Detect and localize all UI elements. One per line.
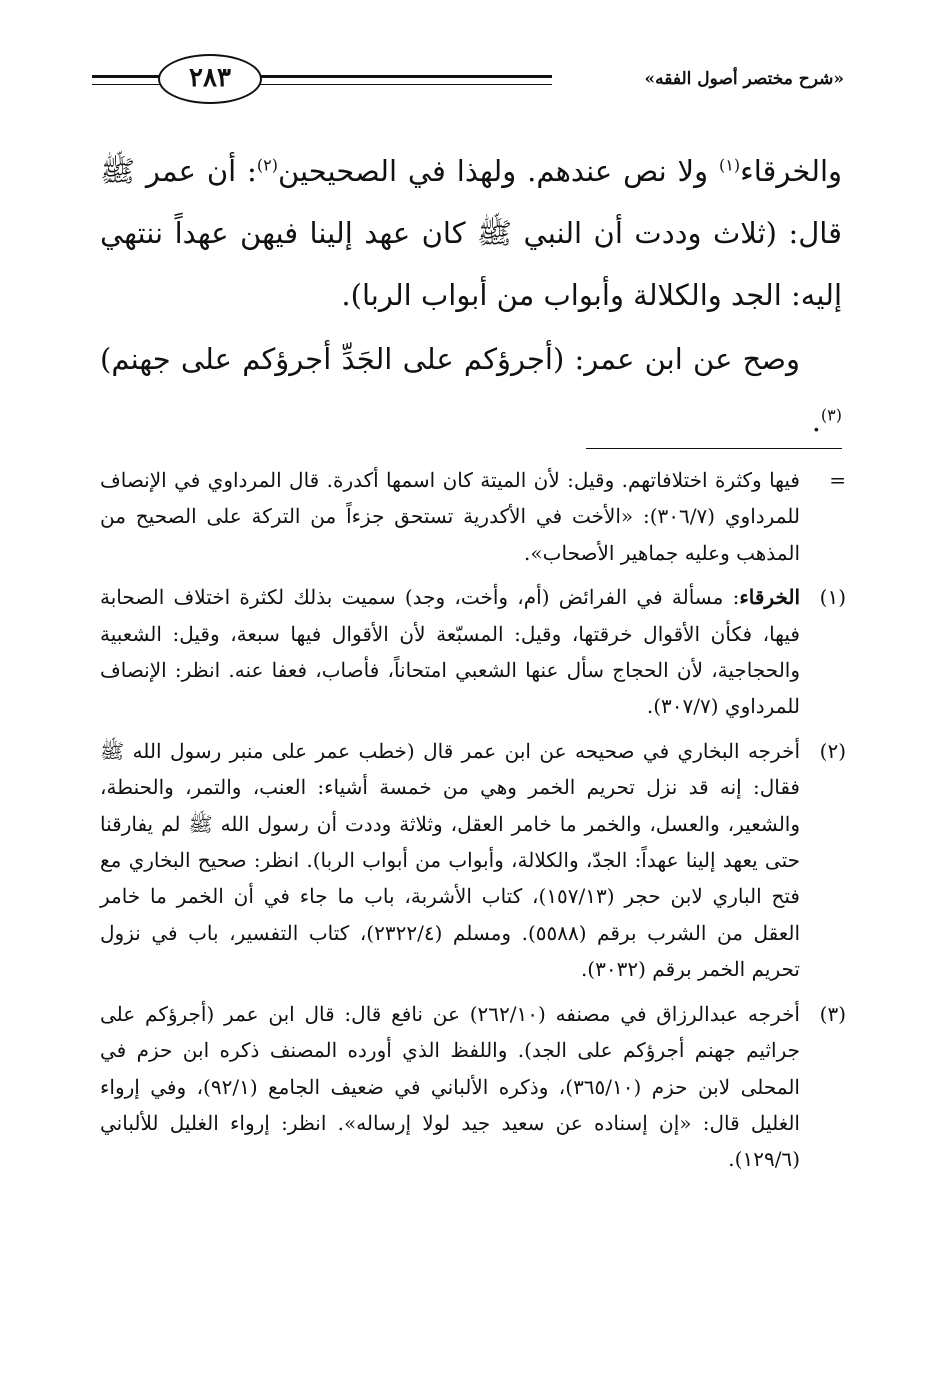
footnote-separator — [586, 448, 842, 449]
paragraph-text: . — [811, 404, 821, 438]
footnote-ref-2: (٢) — [256, 155, 278, 175]
paragraph-text: : أن عمر ﷺ قال: (ثلاث وددت أن النبي ﷺ كان عهد إلينا فيهن عهداً ننتهي إليه: الجد والكلالة وأبواب من أبواب الربا). — [100, 154, 842, 312]
footnote-ref-3: (٣) — [820, 405, 842, 425]
main-text — [100, 140, 842, 452]
footnote-ref-1: (١) — [718, 155, 741, 175]
page-number: ٢٨٣ — [158, 54, 262, 104]
book-title: «شرح مختصر أصول الفقه» — [644, 69, 844, 89]
paragraph-text: وصح عن ابن عمر: (أجرؤكم على الجَدِّ أجرؤكم على جهنم) — [100, 342, 800, 376]
footnote-marker: (٢) — [819, 738, 846, 763]
footnote-marker: = — [829, 468, 846, 492]
footnotes — [100, 462, 846, 1178]
footnote-marker: (١) — [819, 585, 846, 610]
footnote-continuation — [100, 462, 846, 571]
main-paragraph-1 — [100, 140, 842, 326]
footnote-2 — [100, 733, 846, 988]
footnote-term: الخرقاء — [739, 585, 800, 610]
page-header — [92, 48, 844, 110]
footnote-text: : مسألة في الفرائض (أم، وأخت، وجد) سميت بذلك لكثرة اختلاف الصحابة فيها، فكأن الأقوال خرقتها، وقيل: المسبّعة لأن الأقوال فيها سبعة، وقيل: الشعبية والحجاجية، لأن الحجاج سأل عنها الشعبي امتحاناً، فأصاب، فعفا عنه. انظر: الإنصاف للمرداوي (٣٠٧/٧). — [100, 585, 800, 719]
paragraph-text: والخرقاء — [740, 154, 843, 188]
footnote-marker: (٣) — [819, 1001, 846, 1026]
main-paragraph-2 — [100, 328, 842, 452]
footnote-text: فيها وكثرة اختلافاتهم. وقيل: لأن الميتة كان اسمها أكدرة. قال المرداوي في الإنصاف للمرداوي (٣٠٦/٧): «الأخت في الأكدرية تستحق جزءاً من التركة على الصحيح من المذهب وعليه جماهير الأصحاب». — [100, 468, 800, 565]
footnote-text: أخرجه عبدالرزاق في مصنفه (٢٦٢/١٠) عن نافع قال: قال ابن عمر (أجرؤكم على جراثيم جهنم أجرؤكم على الجد). واللفظ الذي أورده المصنف ذكره ابن حزم في المحلى لابن حزم (٣٦٥/١٠)، وذكره الألباني في ضعيف الجامع (٩٢/١)، وفي إرواء الغليل قال: «إن إسناده عن سعيد جيد لولا إرساله». انظر: إرواء الغليل للألباني (١٢٩/٦). — [100, 1001, 800, 1172]
footnote-3 — [100, 996, 846, 1178]
footnote-text: أخرجه البخاري في صحيحه عن ابن عمر قال (خطب عمر على منبر رسول الله ﷺ فقال: إنه قد نزل تحريم الخمر وهي من خمسة أشياء: العنب، والتمر، والحنطة، والشعير، والعسل، والخمر ما خامر العقل، وثلاثة وددت أن رسول الله ﷺ لم يفارقنا حتى يعهد إلينا عهداً: الجدّ، والكلالة، وأبواب من أبواب الربا). انظر: صحيح البخاري مع فتح الباري لابن حجر (١٥٧/١٣)، كتاب الأشربة، باب ما جاء في أن الخمر ما خامر العقل من الشرب برقم (٥٥٨٨). ومسلم (٢٣٢٢/٤)، كتاب التفسير، باب في نزول تحريم الخمر برقم (٣٠٣٢). — [100, 738, 801, 982]
footnote-1 — [100, 579, 846, 725]
paragraph-text: ولا نص عندهم. ولهذا في الصحيحين — [277, 154, 719, 188]
